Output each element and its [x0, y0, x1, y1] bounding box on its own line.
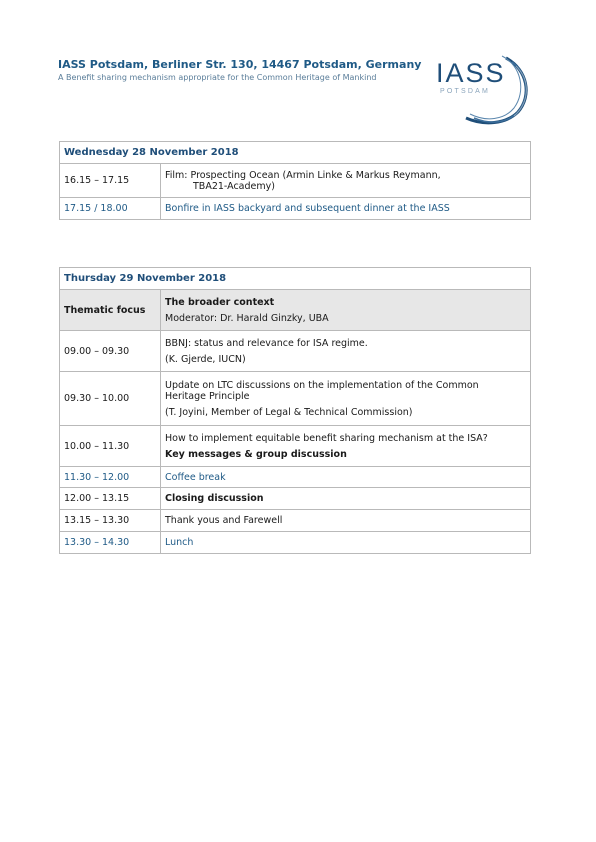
table-row — [60, 426, 531, 467]
session-line: BBNJ: status and relevance for ISA regime. — [165, 337, 368, 349]
session-cell: Thank yous and Farewell — [161, 510, 531, 532]
logo-name: IASS — [436, 58, 506, 88]
table-row — [60, 164, 531, 198]
thematic-focus-row — [60, 290, 531, 331]
header-subtitle: A Benefit sharing mechanism appropriate for the Common Heritage of Mankind — [58, 73, 377, 82]
session-cell — [161, 164, 531, 198]
session-cell: Lunch — [161, 532, 531, 554]
session-line: TBA21-Academy) — [193, 180, 275, 192]
focus-cell — [161, 290, 531, 331]
focus-title: The broader context — [165, 296, 275, 308]
day2-heading: Thursday 29 November 2018 — [60, 268, 531, 290]
time-cell: 09.30 – 10.00 — [60, 372, 161, 426]
table-row — [60, 510, 531, 532]
time-cell: 09.00 – 09.30 — [60, 331, 161, 372]
session-line: (T. Joyini, Member of Legal & Technical Commission) — [165, 406, 413, 418]
session-cell — [161, 331, 531, 372]
day1-heading-row — [60, 142, 531, 164]
table-row — [60, 532, 531, 554]
logo-sub: POTSDAM — [440, 88, 491, 95]
session-line: Update on LTC discussions on the implementation of the Common — [165, 379, 479, 391]
time-cell: 17.15 / 18.00 — [60, 198, 161, 220]
time-cell: 10.00 – 11.30 — [60, 426, 161, 467]
time-cell: 13.15 – 13.30 — [60, 510, 161, 532]
iass-potsdam-logo — [432, 52, 536, 126]
session-line: How to implement equitable benefit sharing mechanism at the ISA? — [165, 432, 488, 444]
session-cell: Bonfire in IASS backyard and subsequent dinner at the IASS — [161, 198, 531, 220]
session-cell: Closing discussion — [161, 488, 531, 510]
day1-heading: Wednesday 28 November 2018 — [60, 142, 531, 164]
header-title: IASS Potsdam, Berliner Str. 130, 14467 Potsdam, Germany — [58, 58, 422, 71]
table-row — [60, 467, 531, 488]
time-cell: 12.00 – 13.15 — [60, 488, 161, 510]
table-row — [60, 372, 531, 426]
focus-moderator: Moderator: Dr. Harald Ginzky, UBA — [165, 312, 329, 324]
time-cell: 16.15 – 17.15 — [60, 164, 161, 198]
day2-table — [59, 267, 531, 554]
session-line: Heritage Principle — [165, 390, 250, 402]
session-line: (K. Gjerde, IUCN) — [165, 353, 246, 365]
session-cell — [161, 426, 531, 467]
day1-table — [59, 141, 531, 220]
session-line: Film: Prospecting Ocean (Armin Linke & Markus Reymann, — [165, 169, 441, 181]
table-row — [60, 488, 531, 510]
session-cell — [161, 372, 531, 426]
session-line: Key messages & group discussion — [165, 448, 347, 460]
table-row — [60, 198, 531, 220]
thematic-focus-label: Thematic focus — [60, 290, 161, 331]
day2-heading-row — [60, 268, 531, 290]
time-cell: 13.30 – 14.30 — [60, 532, 161, 554]
session-cell: Coffee break — [161, 467, 531, 488]
time-cell: 11.30 – 12.00 — [60, 467, 161, 488]
table-row — [60, 331, 531, 372]
